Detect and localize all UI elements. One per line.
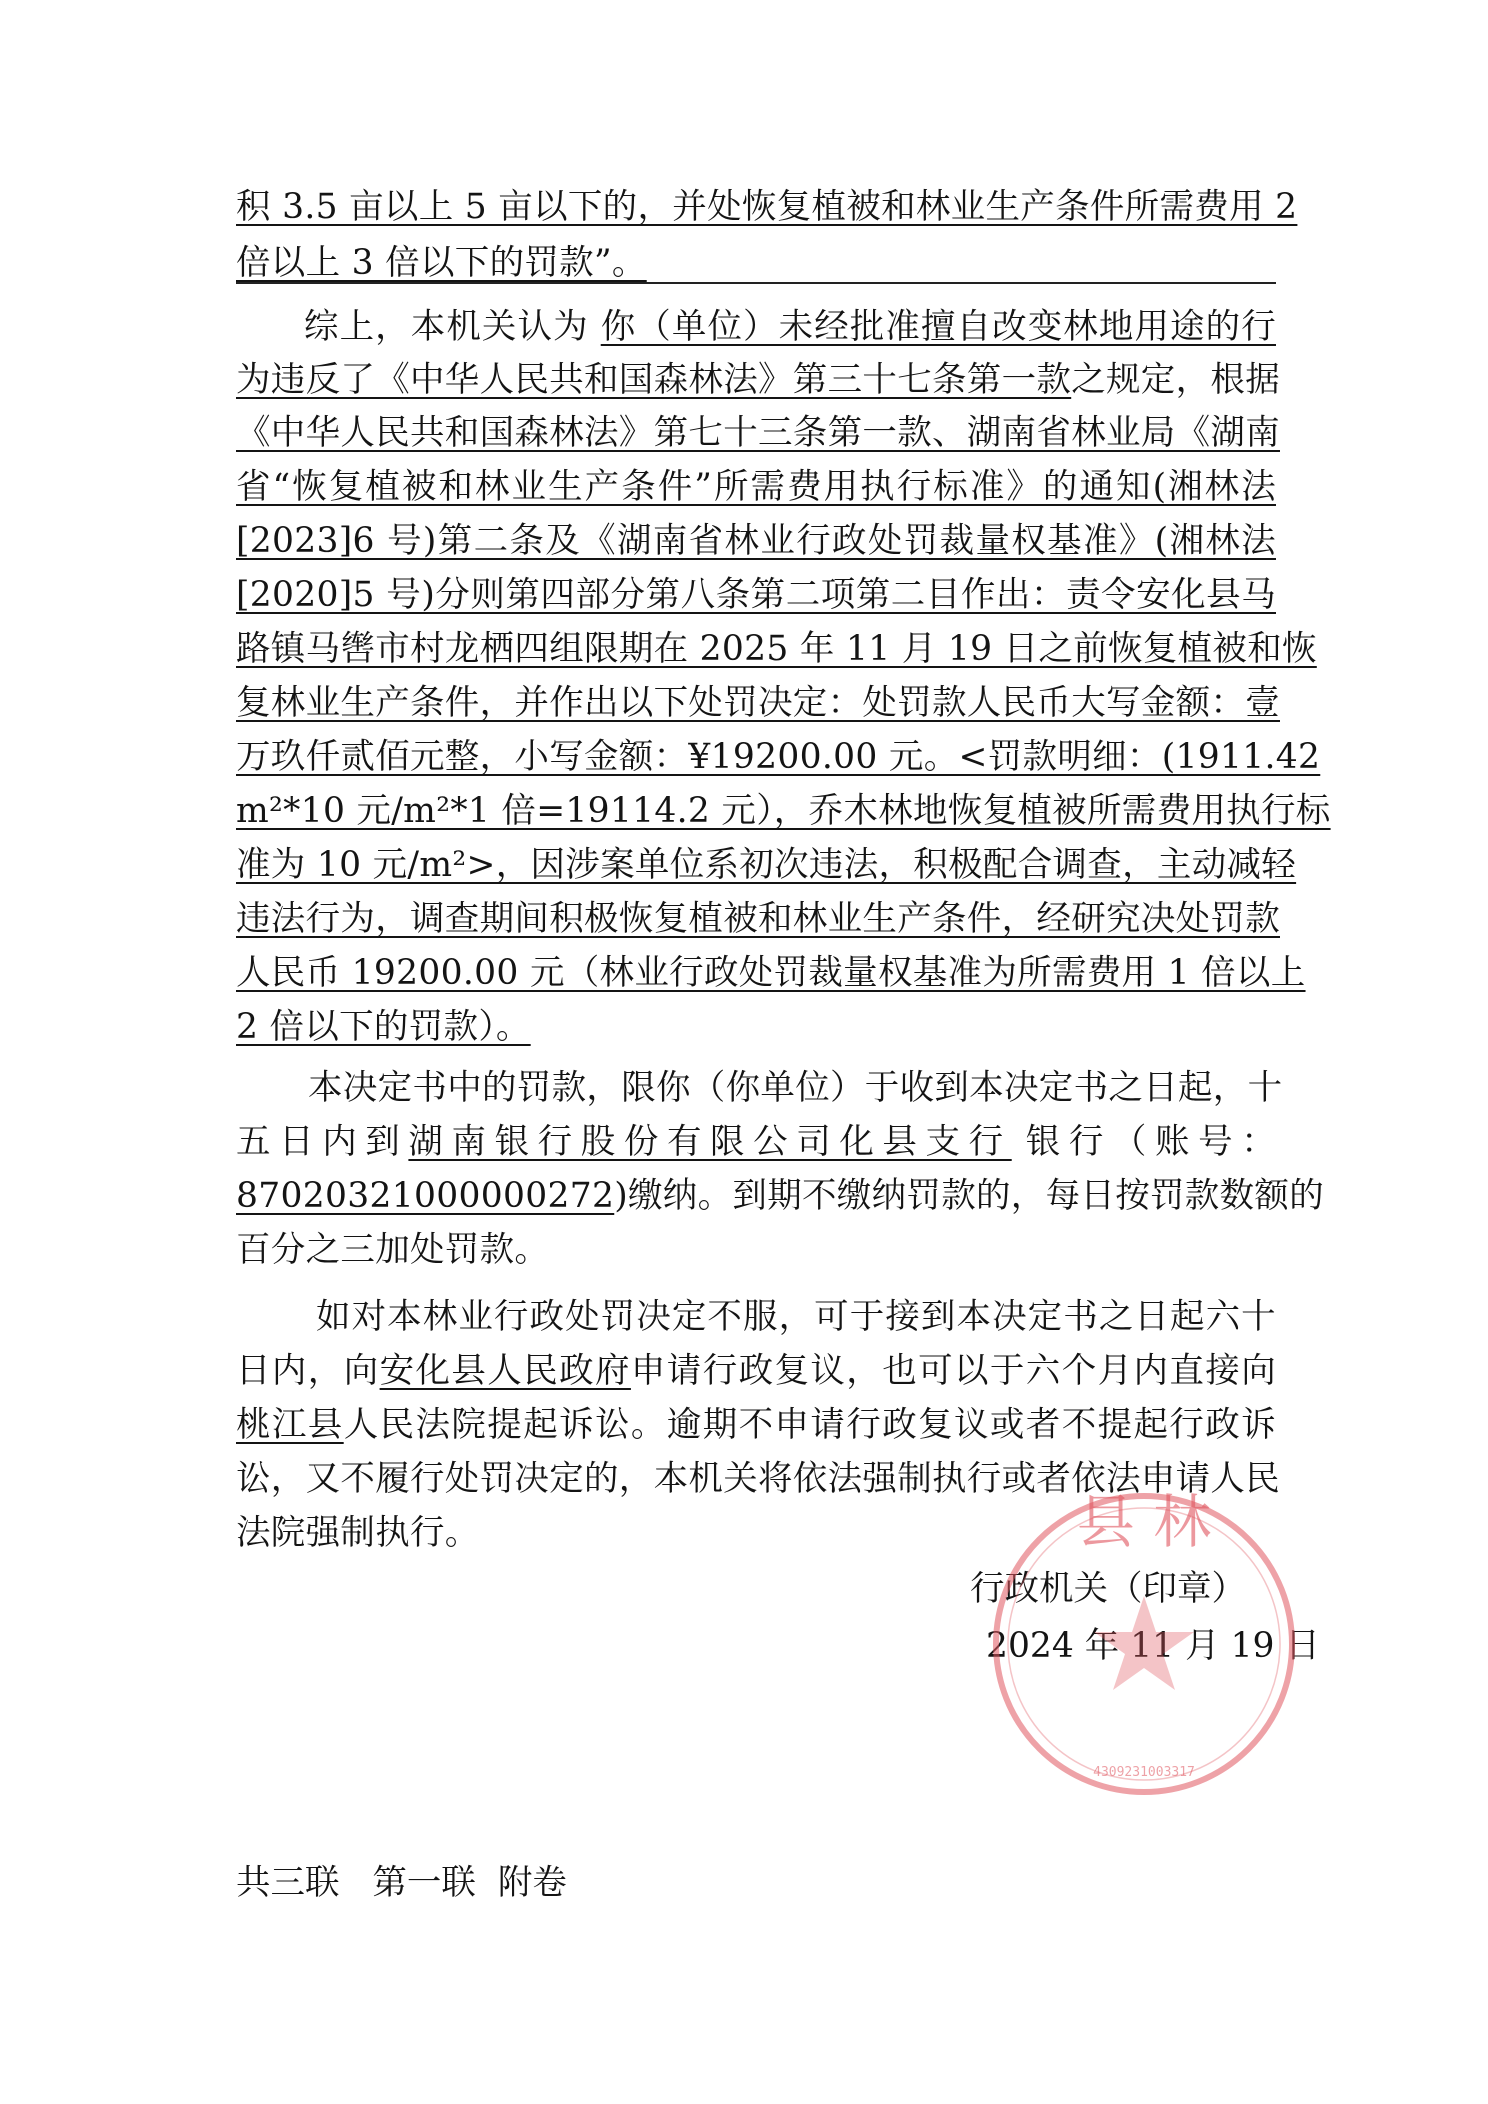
- underlined-fill-in: 安化县人民政府: [379, 1351, 631, 1391]
- underlined-fill-in: 倍以上 3 倍以下的罚款”。: [236, 243, 647, 283]
- body-line: [236, 1117, 1276, 1167]
- body-text-segment: )缴纳。到期不缴纳罚款的，每日按罚款数额的: [614, 1176, 1325, 1216]
- underlined-fill-in: m²*10 元/m²*1 倍=19114.2 元），乔木林地恢复植被所需费用执行标: [236, 791, 1331, 831]
- body-text-segment: 百分之三加处罚款。: [236, 1230, 550, 1270]
- body-line: [236, 238, 1276, 288]
- body-text-segment: 人民法院提起诉讼。逾期不申请行政复议或者不提起行政诉: [343, 1405, 1276, 1445]
- underlined-fill-in: 万玖仟贰佰元整，小写金额：¥19200.00 元。<罚款明细：(1911.42: [236, 737, 1321, 777]
- underlined-fill-in: [2023]6 号)第二条及《湖南省林业行政处罚裁量权基准》(湘林法: [236, 521, 1276, 561]
- body-line: [236, 1002, 1276, 1052]
- underlined-fill-in: 违法行为，调查期间积极恢复植被和林业生产条件，经研究决处罚款: [236, 899, 1280, 939]
- body-line: [236, 182, 1298, 232]
- body-line: [236, 786, 1331, 836]
- underlined-fill-in: 省“恢复植被和林业生产条件”所需费用执行标准》的通知(湘林法: [236, 467, 1276, 507]
- body-line: [236, 1346, 1276, 1396]
- body-line: [236, 570, 1276, 620]
- body-line: [236, 678, 1280, 728]
- body-line: [236, 462, 1276, 512]
- body-text-segment: 五日内到: [236, 1122, 409, 1162]
- body-text-segment: 法院强制执行。: [236, 1513, 480, 1553]
- underlined-fill-in: 积 3.5 亩以上 5 亩以下的，并处恢复植被和林业生产条件所需费用 2: [236, 187, 1298, 227]
- body-line: [236, 894, 1280, 944]
- underlined-fill-in: 桃江县: [236, 1405, 344, 1445]
- underlined-fill-in: 《中华人民共和国森林法》第七十三条第一款、湖南省林业局《湖南: [236, 413, 1280, 453]
- body-line: [236, 516, 1276, 566]
- body-line: [236, 948, 1306, 998]
- underlined-fill-in: 你（单位）未经批准擅自改变林地用途的行: [600, 307, 1276, 347]
- copy-note: 共三联 第一联 附卷: [236, 1863, 567, 1903]
- body-line: [304, 302, 1276, 352]
- body-text-segment: 讼，又不履行处罚决定的，本机关将依法强制执行或者依法申请人民: [236, 1459, 1280, 1499]
- body-line: [316, 1292, 1276, 1342]
- body-text-segment: 综上，本机关认为: [304, 307, 601, 347]
- body-text-segment: 之规定，根据: [1071, 360, 1281, 400]
- body-line: [236, 624, 1317, 674]
- underlined-fill-in: 人民币 19200.00 元（林业行政处罚裁量权基准为所需费用 1 倍以上: [236, 953, 1306, 993]
- body-text-segment: 本决定书中的罚款，限你（你单位）于收到本决定书之日起，十: [308, 1068, 1283, 1108]
- svg-text:4309231003317: 4309231003317: [1093, 1765, 1195, 1780]
- body-line: [236, 408, 1280, 458]
- body-line: [236, 840, 1297, 890]
- issuing-authority: 行政机关（印章）: [970, 1569, 1246, 1609]
- underlined-fill-in: [2020]5 号)分则第四部分第八条第二项第二目作出：责令安化县马: [236, 575, 1276, 615]
- svg-text:县 林: 县 林: [1076, 1488, 1212, 1556]
- underlined-fill-in: 路镇马辔市村龙栖四组限期在 2025 年 11 月 19 日之前恢复植被和恢: [236, 629, 1317, 669]
- body-line: [236, 355, 1281, 405]
- underlined-fill-in: 准为 10 元/m²>，因涉案单位系初次违法，积极配合调查，主动减轻: [236, 845, 1297, 885]
- underlined-fill-in: 湖南银行股份有限公司化县支行: [408, 1122, 1012, 1162]
- official-seal: [984, 1484, 1304, 1804]
- body-text-segment: 如对本林业行政处罚决定不服，可于接到本决定书之日起六十: [316, 1297, 1276, 1337]
- body-text-segment: 银行（账号：: [1025, 1122, 1276, 1162]
- body-text-segment: 申请行政复议，也可以于六个月内直接向: [630, 1351, 1276, 1391]
- body-line: [236, 1400, 1276, 1450]
- body-line: [236, 732, 1321, 782]
- body-text-segment: 日内，向: [236, 1351, 380, 1391]
- body-line: [236, 1225, 1276, 1275]
- underlined-fill-in: 87020321000000272: [236, 1176, 615, 1216]
- issue-date: 2024 年 11 月 19 日: [986, 1626, 1320, 1666]
- body-line: [236, 1171, 1325, 1221]
- underlined-fill-in: 为违反了《中华人民共和国森林法》第三十七条第一款: [236, 360, 1072, 400]
- body-line: [308, 1063, 1283, 1113]
- underlined-fill-in: 复林业生产条件，并作出以下处罚决定：处罚款人民币大写金额：壹: [236, 683, 1280, 723]
- underlined-fill-in: 2 倍以下的罚款）。: [236, 1007, 531, 1047]
